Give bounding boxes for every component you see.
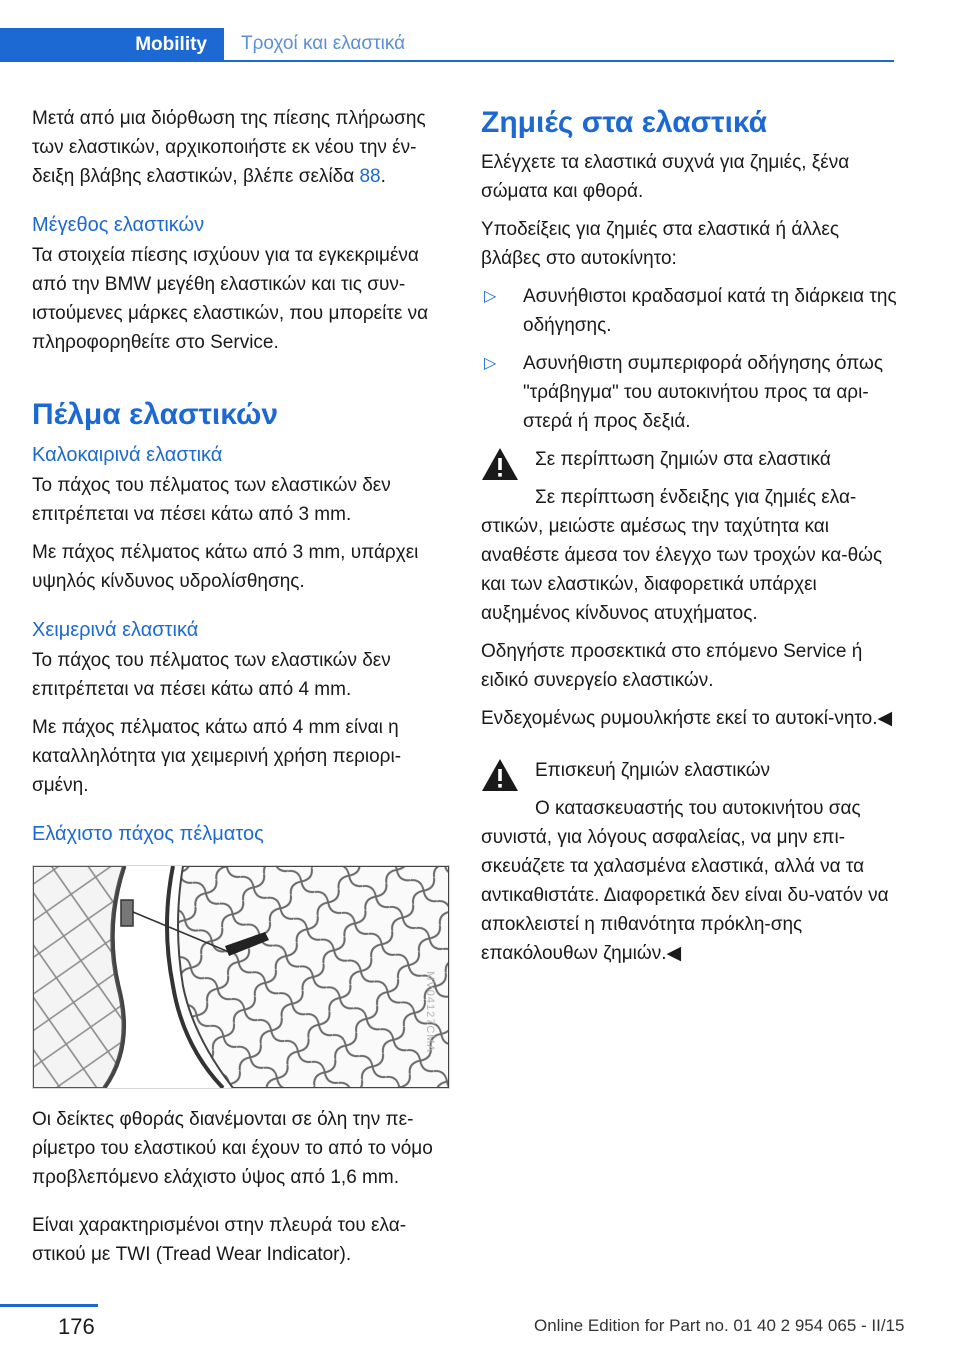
- footer-accent-line: [0, 1304, 98, 1307]
- warning-followup-1: Οδηγήστε προσεκτικά στο επόμενο Service ή ειδικό συνεργείο ελαστικών.: [481, 641, 863, 691]
- winter-tyres-heading: Χειμερινά ελαστικά: [32, 619, 199, 641]
- warning-followup-2: Ενδεχομένως ρυμουλκήστε εκεί το αυτοκί‐νητο.◀: [481, 708, 893, 729]
- tyre-size-heading: Μέγεθος ελαστικών: [32, 214, 205, 236]
- intro-paragraph: Μετά από μια διόρθωση της πίεσης πλήρωσης των ελαστικών, αρχικοποιήστε εκ νέου την έν‐δειξη βλάβης ελαστικών, βλέπε σελίδα 88.: [32, 108, 426, 187]
- tyre-size-text: Τα στοιχεία πίεσης ισχύουν για τα εγκεκριμένα από την BMW μεγέθη ελαστικών και τις συν‐ιστούμενες μάρκες ελαστικών, που μπορείτε να πληροφορηθείτε στο Service.: [32, 245, 429, 353]
- page-link-88[interactable]: 88: [359, 166, 381, 187]
- min-tread-heading: Ελάχιστο πάχος πέλματος: [32, 823, 264, 845]
- warning-text: Ο κατασκευαστής του αυτοκινήτου σας συνιστά, για λόγους ασφαλείας, να μην επι‐σκευάζετε τα χαλασμένα ελαστικά, αλλά να τα αντικαθιστάτε. Διαφορετικά δεν είναι δυ‐νατόν να αποκλειστεί η πιθανότητα πρόκλη‐σης επακόλουθων ζημιών.◀: [481, 798, 889, 964]
- warning-text: Σε περίπτωση ένδειξης για ζημιές ελα‐στικών, μειώστε αμέσως την ταχύτητα και αναθέστε άμεσα τον έλεγχο των τροχών κα‐θώς και των ελαστικών, διαφορετικά υπάρχει αυξημένος κίνδυνος ατυχήματος.: [481, 487, 883, 624]
- list-item: ▷ Ασυνήθιστη συμπεριφορά οδήγησης όπως "τράβηγμα" του αυτοκινήτου προς τα αρι‐στερά ή προς δεξιά.: [481, 349, 899, 436]
- tyre-damage-text-2: Υποδείξεις για ζημιές στα ελαστικά ή άλλες βλάβες στο αυτοκίνητο:: [481, 219, 839, 269]
- winter-tyres-text-1: Το πάχος του πέλματος των ελαστικών δεν επιτρέπεται να πέσει κάτω από 4 mm.: [32, 650, 391, 700]
- right-column: [481, 104, 899, 977]
- header-tab-wheels-tyres-label: Τροχοί και ελαστικά: [241, 33, 406, 54]
- summer-tyres-heading: Καλοκαιρινά ελαστικά: [32, 444, 223, 466]
- triangle-bullet-icon: ▷: [484, 355, 497, 372]
- tyre-damage-heading: Ζημιές στα ελαστικά: [481, 106, 768, 139]
- header-tab-mobility-label: Mobility: [135, 34, 207, 55]
- list-item: ▷ Ασυνήθιστοι κραδασμοί κατά τη διάρκεια της οδήγησης.: [481, 282, 899, 340]
- tyre-illustration: [33, 866, 449, 1088]
- warning-tyre-repair: [481, 756, 899, 968]
- winter-tyres-text-2: Με πάχος πέλματος κάτω από 4 mm είναι η καταλληλότητα για χειμερινή χρήση περιορι‐σμένη.: [32, 717, 402, 796]
- header-tab-wheels-tyres[interactable]: [224, 28, 894, 62]
- footer-edition: Online Edition for Part no. 01 40 2 954 065 - II/15: [534, 1316, 905, 1335]
- summer-tyres-text-2: Με πάχος πέλματος κάτω από 3 mm, υπάρχει υψηλός κίνδυνος υδρολίσθησης.: [32, 542, 419, 592]
- min-tread-text-2: Είναι χαρακτηρισμένοι στην πλευρά του ελα‐στικού με TWI (Tread Wear Indicator).: [32, 1215, 407, 1265]
- page-number: 176: [58, 1314, 95, 1339]
- warning-triangle-icon: [481, 447, 519, 481]
- warning-tyre-damage: [481, 445, 899, 628]
- triangle-bullet-icon: ▷: [484, 288, 497, 305]
- warning-title: Σε περίπτωση ζημιών στα ελαστικά: [535, 449, 831, 470]
- tread-wear-indicator-figure: [32, 865, 450, 1089]
- left-column: [32, 104, 448, 1278]
- warning-title: Επισκευή ζημιών ελαστικών: [535, 760, 771, 781]
- summer-tyres-text-1: Το πάχος του πέλματος των ελαστικών δεν επιτρέπεται να πέσει κάτω από 3 mm.: [32, 475, 391, 525]
- damage-signs-list: [481, 282, 899, 436]
- header-tab-mobility[interactable]: [0, 28, 224, 62]
- figure-code: MV04127CMA: [424, 971, 437, 1053]
- tyre-damage-text-1: Ελέγχετε τα ελαστικά συχνά για ζημιές, ξένα σώματα και φθορά.: [481, 152, 850, 202]
- min-tread-text-1: Οι δείκτες φθοράς διανέμονται σε όλη την πε‐ρίμετρο του ελαστικού και έχουν το από το νόμο προβλεπόμενο ελάχιστο ύψος από 1,6 mm.: [32, 1109, 433, 1188]
- tread-heading: Πέλμα ελαστικών: [32, 398, 279, 431]
- warning-triangle-icon: [481, 758, 519, 792]
